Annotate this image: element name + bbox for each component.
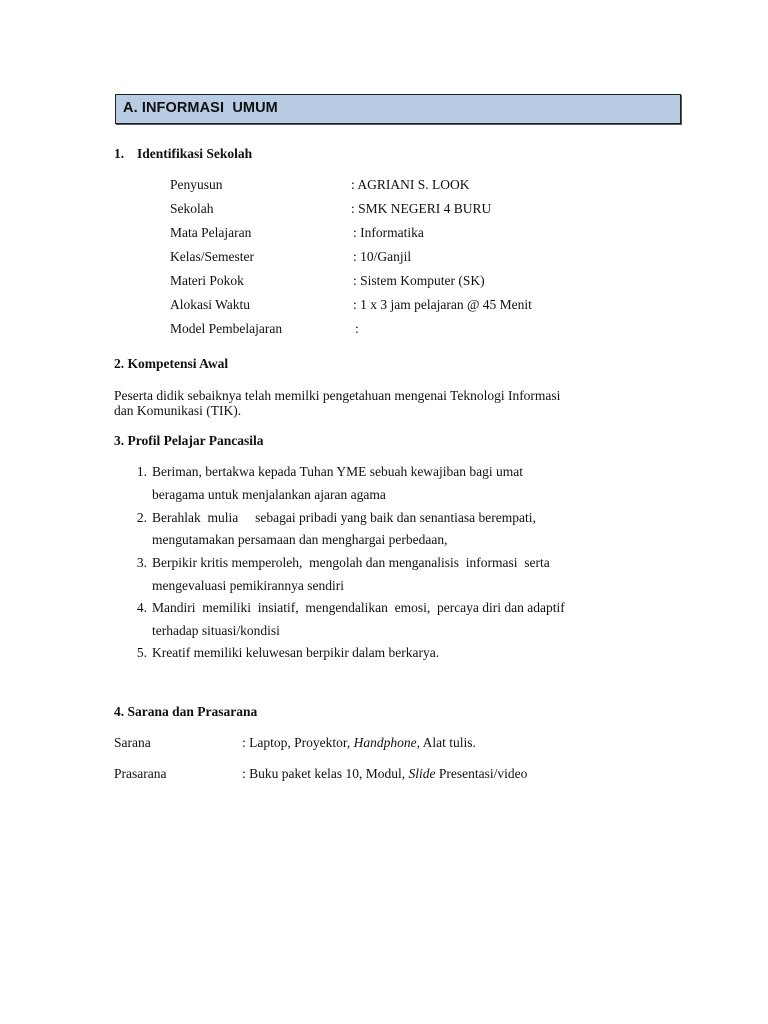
- list-item-number: 2.: [136, 510, 147, 525]
- list-item-number: 3.: [136, 555, 147, 570]
- list-item-text: Berahlak mulia sebagai pribadi yang baik dan senantiasa berempati,: [152, 510, 536, 525]
- list-item-number: 5.: [136, 645, 147, 660]
- list-item-text: Kreatif memiliki keluwesan berpikir dalam berkarya.: [152, 645, 440, 660]
- row-label-penyusun: Penyusun: [170, 177, 223, 192]
- sarana-value: : Laptop, Proyektor, Handphone, Alat tulis.: [242, 735, 476, 750]
- section1-number: 1.: [114, 146, 125, 161]
- list-item-text: mengutamakan persamaan dan menghargai perbedaan,: [152, 532, 448, 547]
- list-item-text: beragama untuk menjalankan ajaran agama: [152, 487, 386, 502]
- section2-heading: 2. Kompetensi Awal: [114, 356, 229, 371]
- row-label-mata-pelajaran: Mata Pelajaran: [170, 225, 252, 240]
- row-value-model-pembelajaran: :: [355, 321, 359, 336]
- row-value-penyusun: : AGRIANI S. LOOK: [351, 177, 470, 192]
- section-a-banner: [115, 94, 681, 124]
- section-a-title: A. INFORMASI UMUM: [123, 100, 278, 116]
- section1-heading: Identifikasi Sekolah: [137, 146, 253, 161]
- list-item-number: 1.: [136, 464, 147, 479]
- list-item-text: Berpikir kritis memperoleh, mengolah dan menganalisis informasi serta: [152, 555, 550, 570]
- row-value-sekolah: : SMK NEGERI 4 BURU: [351, 201, 492, 216]
- row-value-mata-pelajaran: : Informatika: [353, 225, 424, 240]
- row-label-materi-pokok: Materi Pokok: [170, 273, 244, 288]
- prasarana-value: : Buku paket kelas 10, Modul, Slide Presentasi/video: [242, 766, 528, 781]
- row-label-model-pembelajaran: Model Pembelajaran: [170, 321, 283, 336]
- list-item-text: Beriman, bertakwa kepada Tuhan YME sebuah kewajiban bagi umat: [152, 464, 524, 479]
- list-item-text: Mandiri memiliki insiatif, mengendalikan emosi, percaya diri dan adaptif: [152, 600, 565, 615]
- list-item-text: mengevaluasi pemikirannya sendiri: [152, 578, 344, 593]
- prasarana-label: Prasarana: [114, 766, 167, 781]
- list-item-text: terhadap situasi/kondisi: [152, 623, 280, 638]
- row-label-kelas-semester: Kelas/Semester: [170, 249, 254, 264]
- row-value-alokasi-waktu: : 1 x 3 jam pelajaran @ 45 Menit: [353, 297, 532, 312]
- row-label-sekolah: Sekolah: [170, 201, 214, 216]
- section2-paragraph-line1: Peserta didik sebaiknya telah memilki pengetahuan mengenai Teknologi Informasi: [114, 388, 561, 403]
- section4-heading: 4. Sarana dan Prasarana: [114, 704, 258, 719]
- section3-heading: 3. Profil Pelajar Pancasila: [114, 433, 264, 448]
- sarana-label: Sarana: [114, 735, 151, 750]
- row-label-alokasi-waktu: Alokasi Waktu: [170, 297, 251, 312]
- section2-paragraph-line2: dan Komunikasi (TIK).: [114, 403, 242, 418]
- list-item-number: 4.: [136, 600, 147, 615]
- row-value-materi-pokok: : Sistem Komputer (SK): [353, 273, 485, 288]
- row-value-kelas-semester: : 10/Ganjil: [353, 249, 412, 264]
